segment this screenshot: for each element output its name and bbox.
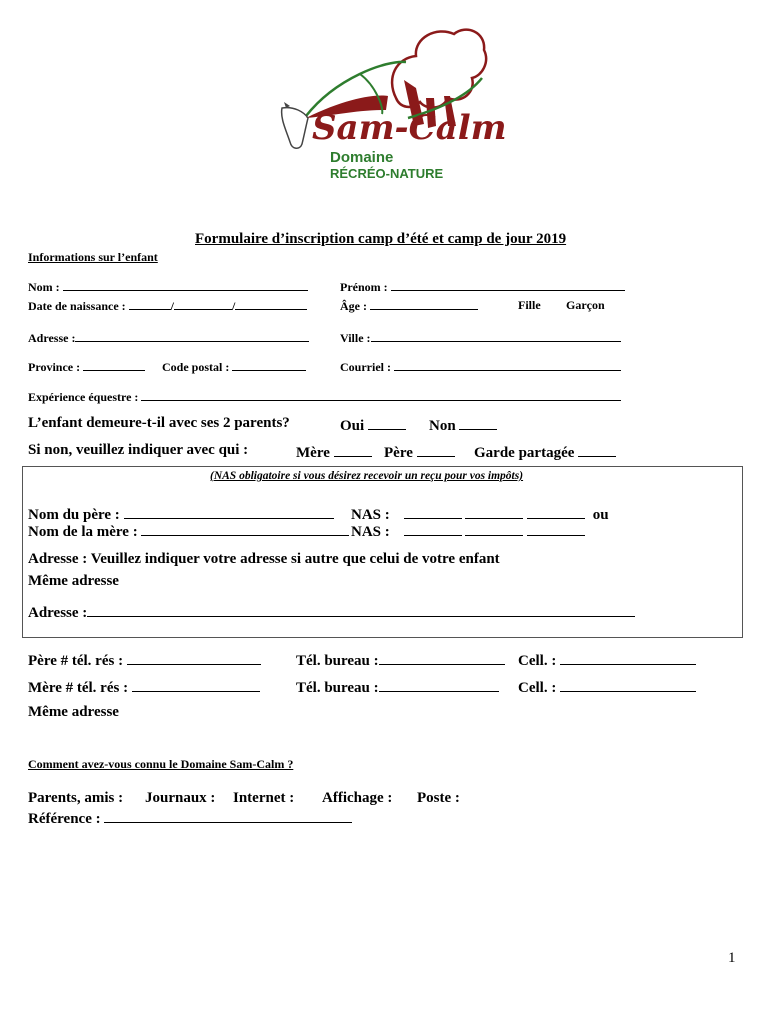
nas-mere-label: NAS : <box>351 524 390 540</box>
nas-adresse-row <box>28 602 635 622</box>
non-label: Non <box>429 418 456 434</box>
mere-tel-label: Mère # tél. rés : <box>28 680 129 696</box>
source-poste-option[interactable]: Poste : <box>417 790 460 806</box>
mere-cell-label: Cell. : <box>518 680 557 696</box>
oui-row <box>340 415 406 435</box>
garde-row <box>474 442 616 462</box>
horse-icon <box>282 102 308 148</box>
adresse-row <box>28 330 309 346</box>
nas-pere-field-3[interactable] <box>527 504 585 519</box>
nas-pere-label: NAS : <box>351 507 390 523</box>
adresse-label: Adresse : <box>28 331 76 345</box>
experience-row <box>28 389 621 405</box>
nas-pere-field-1[interactable] <box>404 504 462 519</box>
mere-field[interactable] <box>334 442 372 457</box>
ou-label: ou <box>592 507 609 523</box>
nom-mere-row <box>28 521 349 541</box>
nom-field[interactable] <box>63 279 308 291</box>
pere-tel-label: Père # tél. rés : <box>28 653 124 669</box>
date-month-field[interactable] <box>174 298 232 310</box>
prenom-row <box>340 279 625 295</box>
nom-label: Nom : <box>28 280 60 294</box>
prenom-field[interactable] <box>391 279 625 291</box>
date-naissance-label: Date de naissance : <box>28 299 126 313</box>
oui-label: Oui <box>340 418 365 434</box>
code-postal-field[interactable] <box>232 359 306 371</box>
date-day-field[interactable] <box>129 298 171 310</box>
meme-adresse-option[interactable]: Même adresse <box>28 573 119 589</box>
mere-tel-field[interactable] <box>132 677 260 692</box>
code-postal-row <box>162 359 306 375</box>
pere-cell-field[interactable] <box>560 650 696 665</box>
garcon-option[interactable]: Garçon <box>566 298 605 312</box>
reference-label: Référence : <box>28 811 101 827</box>
pere-field[interactable] <box>417 442 455 457</box>
pere-tel-field[interactable] <box>127 650 261 665</box>
nas-pere-field-2[interactable] <box>465 504 523 519</box>
mere-label: Mère <box>296 445 330 461</box>
oui-field[interactable] <box>368 415 406 430</box>
source-internet-option[interactable]: Internet : <box>233 790 295 806</box>
pere-row <box>384 442 455 462</box>
mere-tel-row <box>28 677 260 697</box>
courriel-row <box>340 359 621 375</box>
date-naissance-row: Date de naissance : / / <box>28 298 307 314</box>
nas-mere-field-2[interactable] <box>465 521 523 536</box>
adresse-note: Adresse : Veuillez indiquer votre adresse si autre que celui de votre enfant <box>28 551 500 567</box>
source-journaux-option[interactable]: Journaux : <box>145 790 216 806</box>
parents-question-2: Si non, veuillez indiquer avec qui : <box>28 442 249 458</box>
courriel-field[interactable] <box>394 359 621 371</box>
nas-mere-field-3[interactable] <box>527 521 585 536</box>
phones-meme-adresse-option[interactable]: Même adresse <box>28 704 119 720</box>
prenom-label: Prénom : <box>340 280 388 294</box>
experience-field[interactable] <box>141 389 621 401</box>
ville-field[interactable] <box>371 330 621 342</box>
age-row <box>340 298 478 314</box>
nom-pere-label: Nom du père : <box>28 507 120 523</box>
ville-label: Ville : <box>340 331 371 345</box>
non-field[interactable] <box>459 415 497 430</box>
page-number: 1 <box>728 950 736 966</box>
garde-label: Garde partagée <box>474 445 575 461</box>
nas-adresse-field[interactable] <box>87 602 635 617</box>
pere-cell-label: Cell. : <box>518 653 557 669</box>
fille-option[interactable]: Fille <box>518 298 541 312</box>
pere-label: Père <box>384 445 413 461</box>
nas-note: (NAS obligatoire si vous désirez recevoir un reçu pour vos impôts) <box>210 470 524 482</box>
experience-label: Expérience équestre : <box>28 390 139 404</box>
mere-cell-field[interactable] <box>560 677 696 692</box>
logo-brand: Sam-Calm <box>312 108 507 148</box>
pere-bureau-label: Tél. bureau : <box>296 653 379 669</box>
province-field[interactable] <box>83 359 145 371</box>
nom-pere-field[interactable] <box>124 504 334 519</box>
pere-bureau-row <box>296 650 505 670</box>
mere-bureau-label: Tél. bureau : <box>296 680 379 696</box>
nas-adresse-label: Adresse : <box>28 605 88 621</box>
pere-tel-row <box>28 650 261 670</box>
date-year-field[interactable] <box>235 298 307 310</box>
parents-question-1: L’enfant demeure-t-il avec ses 2 parents? <box>28 415 290 431</box>
form-title: Formulaire d’inscription camp d’été et camp de jour 2019 <box>195 231 567 247</box>
nom-row <box>28 279 308 295</box>
mere-cell-row <box>518 677 696 697</box>
code-postal-label: Code postal : <box>162 360 230 374</box>
logo-line2: RÉCRÉO-NATURE <box>330 166 444 181</box>
source-affichage-option[interactable]: Affichage : <box>322 790 393 806</box>
child-section-heading: Informations sur l’enfant <box>28 250 158 264</box>
garde-field[interactable] <box>578 442 616 457</box>
non-row <box>429 415 497 435</box>
province-row <box>28 359 145 375</box>
reference-row <box>28 808 352 828</box>
mere-row <box>296 442 372 462</box>
mere-bureau-row <box>296 677 499 697</box>
nom-mere-label: Nom de la mère : <box>28 524 138 540</box>
nas-mere-field-1[interactable] <box>404 521 462 536</box>
ville-row <box>340 330 621 346</box>
courriel-label: Courriel : <box>340 360 391 374</box>
mere-bureau-field[interactable] <box>379 677 499 692</box>
reference-field[interactable] <box>104 808 352 823</box>
age-label: Âge : <box>340 299 367 313</box>
logo-line1: Domaine <box>330 149 394 166</box>
source-parents-option[interactable]: Parents, amis : <box>28 790 124 806</box>
nom-mere-field[interactable] <box>141 521 349 536</box>
province-label: Province : <box>28 360 81 374</box>
adresse-field[interactable] <box>75 330 309 342</box>
pere-cell-row <box>518 650 696 670</box>
nas-mere-row <box>351 521 585 541</box>
pere-bureau-field[interactable] <box>379 650 505 665</box>
source-question: Comment avez-vous connu le Domaine Sam-Calm ? <box>28 757 294 771</box>
age-field[interactable] <box>370 298 478 310</box>
